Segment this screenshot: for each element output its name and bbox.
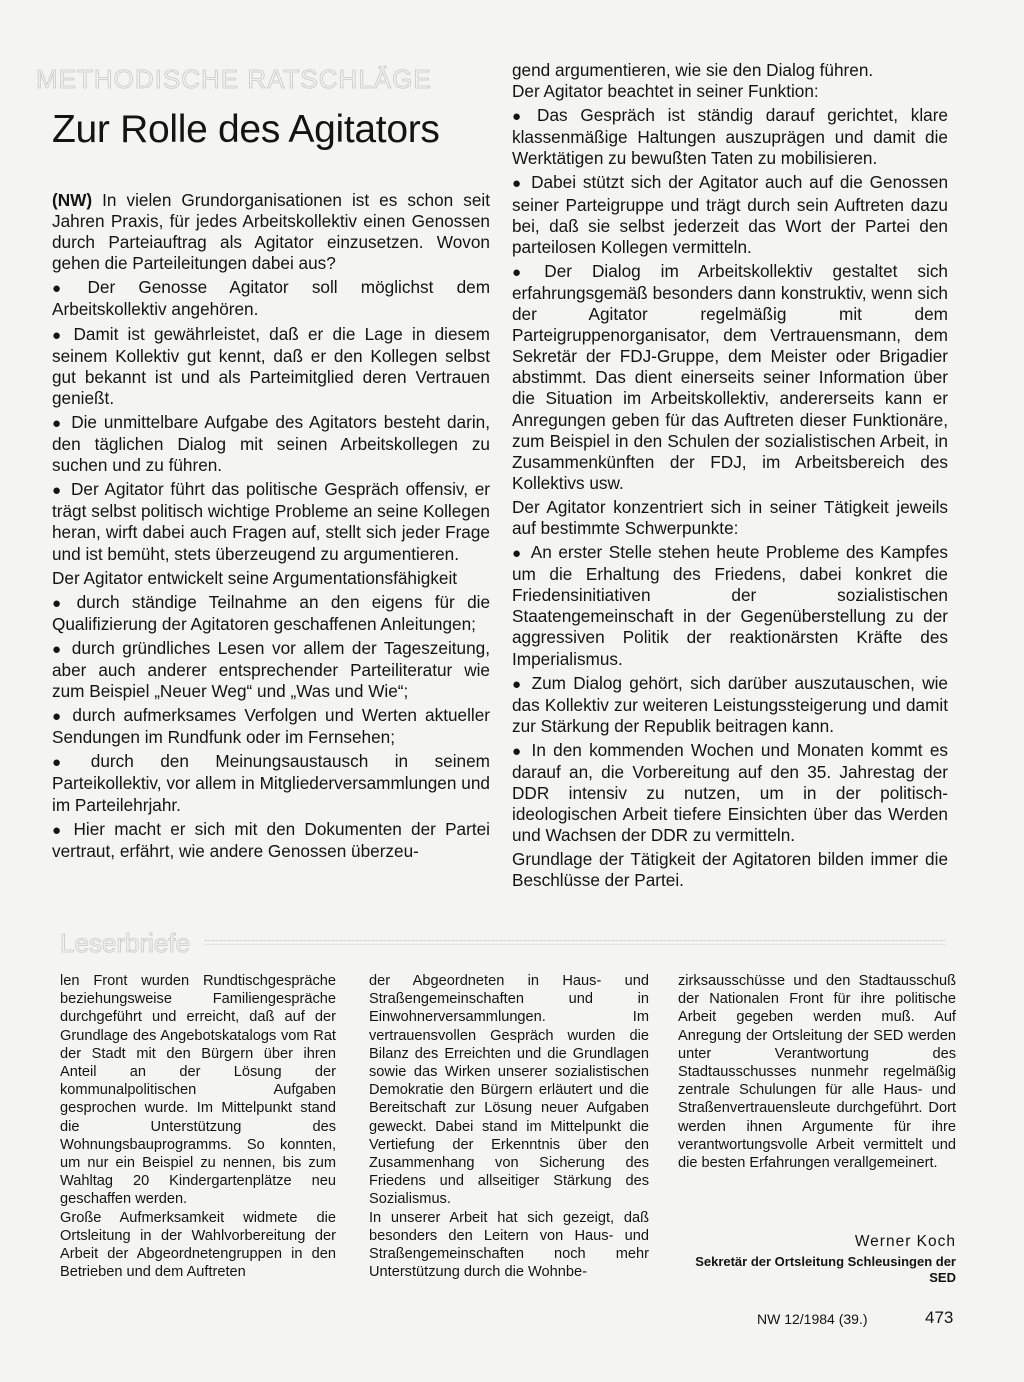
- bullet-dot-icon: ●: [52, 708, 65, 726]
- paragraph: Der Agitator konzentriert sich in seiner Tätigkeit jeweils auf bestimmte Schwerpunkte:: [512, 496, 948, 538]
- bullet-item: ● Dabei stützt sich der Agitator auch auf die Genossen seiner Parteigruppe und trägt durch sein Auftreten dazu bei, daß sie selbst jederzeit das Wort der Partei den parteilosen Kollegen vermitteln.: [512, 172, 949, 257]
- bullet-dot-icon: ●: [512, 263, 537, 281]
- banner-divider: [205, 940, 945, 945]
- bullet-dot-icon: ●: [512, 175, 524, 193]
- bullet-dot-icon: ●: [52, 821, 66, 839]
- bullet-dot-icon: ●: [512, 545, 523, 563]
- author-role: Sekretär der Ortsleitung Schleusingen der SED: [695, 1254, 956, 1285]
- bullet-item: ● Der Dialog im Arbeitskollektiv gestaltet sich erfahrungsgemäß besonders dann konstruktiv, wenn sich der Agitator regelmäßig mit dem Parteigruppenorganisator, dem Vertrauensmann, dem Sekretär der FDJ-Gruppe, dem Meister oder Brigadier abstimmt. Das dient einerseits seiner Information über die Situation im Arbeitskollektiv, andererseits kann er Anregungen geben für das Auftreten dieser Funktionäre, zum Beispiel in den Schulen der sozialistischen Arbeit, in Zusammenkünften der FDJ, im Arbeitsbereich des Kollektivs usw.: [512, 260, 948, 493]
- bullet-dot-icon: ●: [52, 754, 83, 772]
- article-column-right: [512, 60, 948, 895]
- bullet-item: ● Der Genosse Agitator soll möglichst dem Arbeitskollektiv angehören.: [52, 277, 491, 320]
- closing-paragraph: Grundlage der Tätigkeit der Agitatoren bilden immer die Beschlüsse der Partei.: [512, 849, 948, 891]
- bullet-dot-icon: ●: [52, 482, 64, 500]
- bullet-item: ● Die unmittelbare Aufgabe des Agitators besteht darin, den täglichen Dialog mit seinen Arbeitskollegen zu suchen und zu führen.: [52, 411, 490, 476]
- bullet-item: ● Damit ist gewährleistet, daß er die Lage in diesem seinem Kollektiv gut kennt, daß er den Kollegen selbst gut bekannt ist und als Parteimitglied deren Vertrauen genießt.: [52, 323, 491, 408]
- letter-paragraph: len Front wurden Rundtischgespräche beziehungsweise Familiengespräche durchgeführt und erreicht, daß auf der Grundlage des Angebotskatalogs vom Rat der Stadt mit den Bürgern über ihren Anteil an der Lösung der kommunalpolitischen Aufgaben gesprochen wurde. Im Mittelpunkt stand die Unterstützung des Wohnungsbauprogramms. So konnten, um nur ein Beispiel zu nennen, bis zum Wahltag 20 Kindergartenplätze neu geschaffen werden.: [60, 973, 336, 1208]
- letter-paragraph: der Abgeordneten in Haus- und Straßengemeinschaften und in Einwohnerversammlungen. Im vertrauensvollen Gespräch wurden die Bilanz des Erreichten und die Grundlagen sowie das Wirken unserer sozialistischen Demokratie den Bürgern erläutert und die Bereitschaft zur Lösung neuer Aufgaben geweckt. Dabei stand im Mittelpunkt die Vertiefung der Erkenntnis über den Zusammenhang von Sicherung des Friedens und allseitiger Stärkung des Sozialismus.: [369, 973, 649, 1208]
- bullet-item: ● Der Agitator führt das politische Gespräch offensiv, er trägt selbst politisch wichtige Probleme an seine Kollegen heran, wirft dabei auch Fragen auf, stellt sich jeder Frage und ist bemüht, stets überzeugend zu argumentieren.: [52, 479, 491, 564]
- bullet-item: ● Zum Dialog gehört, sich darüber auszutauschen, wie das Kollektiv zur weiteren Leistungssteigerung und damit zur Stärkung der Republik beitragen kann.: [512, 672, 948, 736]
- intro-paragraph: [52, 190, 490, 274]
- bullet-item: ● durch gründliches Lesen vor allem der Tageszeitung, aber auch anderer entsprechender Parteiliteratur wie zum Beispiel „Neuer Weg“ und „Was und Wie“;: [52, 637, 490, 702]
- bullet-item: ● durch aufmerksames Verfolgen und Werten aktueller Sendungen im Rundfunk oder im Fernsehen;: [52, 705, 491, 748]
- bullet-dot-icon: ●: [512, 742, 524, 760]
- paragraph: Der Agitator beachtet in seiner Funktion:: [512, 81, 819, 102]
- intro-text: In vielen Grundorganisationen ist es schon seit Jahren Praxis, für jedes Arbeitskollektiv einen Genossen durch Parteiauftrag als Agitator einzusetzen. Wovon gehen die Parteileitungen dabei aus?: [52, 190, 490, 274]
- author-name: Werner Koch: [854, 1233, 956, 1250]
- article-column-left: [52, 190, 490, 865]
- bullet-dot-icon: ●: [52, 594, 69, 612]
- letters-banner: Leserbriefe: [60, 928, 191, 958]
- letter-column-1: [60, 972, 336, 1281]
- letter-paragraph: In unserer Arbeit hat sich gezeigt, daß besonders den Leitern von Haus- und Straßengemeinschaften noch mehr Unterstützung durch die Wohnbe-: [369, 1209, 649, 1281]
- letter-paragraph: Große Aufmerksamkeit widmete die Ortsleitung in der Wahlvorbereitung der Arbeit der Abgeordnetengruppen in den Betrieben und dem Auftreten: [60, 1209, 336, 1281]
- bullet-item: ● In den kommenden Wochen und Monaten kommt es darauf an, die Vorbereitung auf den 35. Jahrestag der DDR intensiv zu nutzen, um in der politisch-ideologischen Arbeit tiefere Einsichten über das Werden und Wachsen der DDR zu vermitteln.: [512, 739, 948, 846]
- issue-number: NW 12/1984 (39.): [757, 1311, 868, 1327]
- page-number: 473: [925, 1308, 954, 1327]
- bullet-item: ● Das Gespräch ist ständig darauf gerichtet, klare klassenmäßige Haltungen auszuprägen und damit die Werktätigen zu bewußten Taten zu mobilisieren.: [512, 105, 948, 169]
- bullet-dot-icon: ●: [52, 640, 64, 658]
- letter-column-3: [678, 972, 956, 1172]
- section-kicker: METHODISCHE RATSCHLÄGE: [36, 64, 432, 94]
- bullet-item: ● Hier macht er sich mit den Dokumenten der Partei vertraut, erfährt, wie andere Genossen überzeu-: [52, 818, 490, 861]
- bullet-item: ● An erster Stelle stehen heute Probleme des Kampfes um die Erhaltung des Friedens, dabei konkret die Friedensinitiativen der sozialistischen Staatengemeinschaft in der Gegenüberstellung zu der aggressiven Politik der reaktionärsten Kräfte des Imperialismus.: [512, 542, 948, 669]
- letter-column-2: [369, 972, 649, 1281]
- article-title: Zur Rolle des Agitators: [52, 108, 440, 151]
- letter-paragraph: zirksausschüsse und den Stadtausschuß der Nationalen Front für ihre politische Arbeit gegeben werden muß. Auf Anregung der Ortsleitung der SED werden unter Verantwortung des Stadtausschusses nunmehr regelmäßig zentrale Schulungen für alle Haus- und Straßenvertrauensleute durchgeführt. Dort werden ihnen Argumente für ihre verantwortungsvolle Arbeit vermittelt und die besten Erfahrungen verallgemeinert.: [678, 973, 956, 1172]
- paragraph: Der Agitator entwickelt seine Argumentationsfähigkeit: [52, 567, 458, 588]
- source-tag: (NW): [52, 190, 93, 210]
- bullet-dot-icon: ●: [52, 326, 66, 344]
- bullet-item: ● durch den Meinungsaustausch in seinem Parteikollektiv, vor allem in Mitgliederversammlungen und im Parteilehrjahr.: [52, 751, 490, 815]
- bullet-item: ● durch ständige Teilnahme an den eigens für die Qualifizierung der Agitatoren geschaffenen Anleitungen;: [52, 591, 491, 634]
- bullet-dot-icon: ●: [52, 414, 64, 432]
- bullet-dot-icon: ●: [512, 675, 524, 693]
- paragraph: gend argumentieren, wie sie den Dialog führen.: [512, 60, 874, 80]
- bullet-dot-icon: ●: [52, 280, 80, 298]
- bullet-dot-icon: ●: [512, 108, 530, 126]
